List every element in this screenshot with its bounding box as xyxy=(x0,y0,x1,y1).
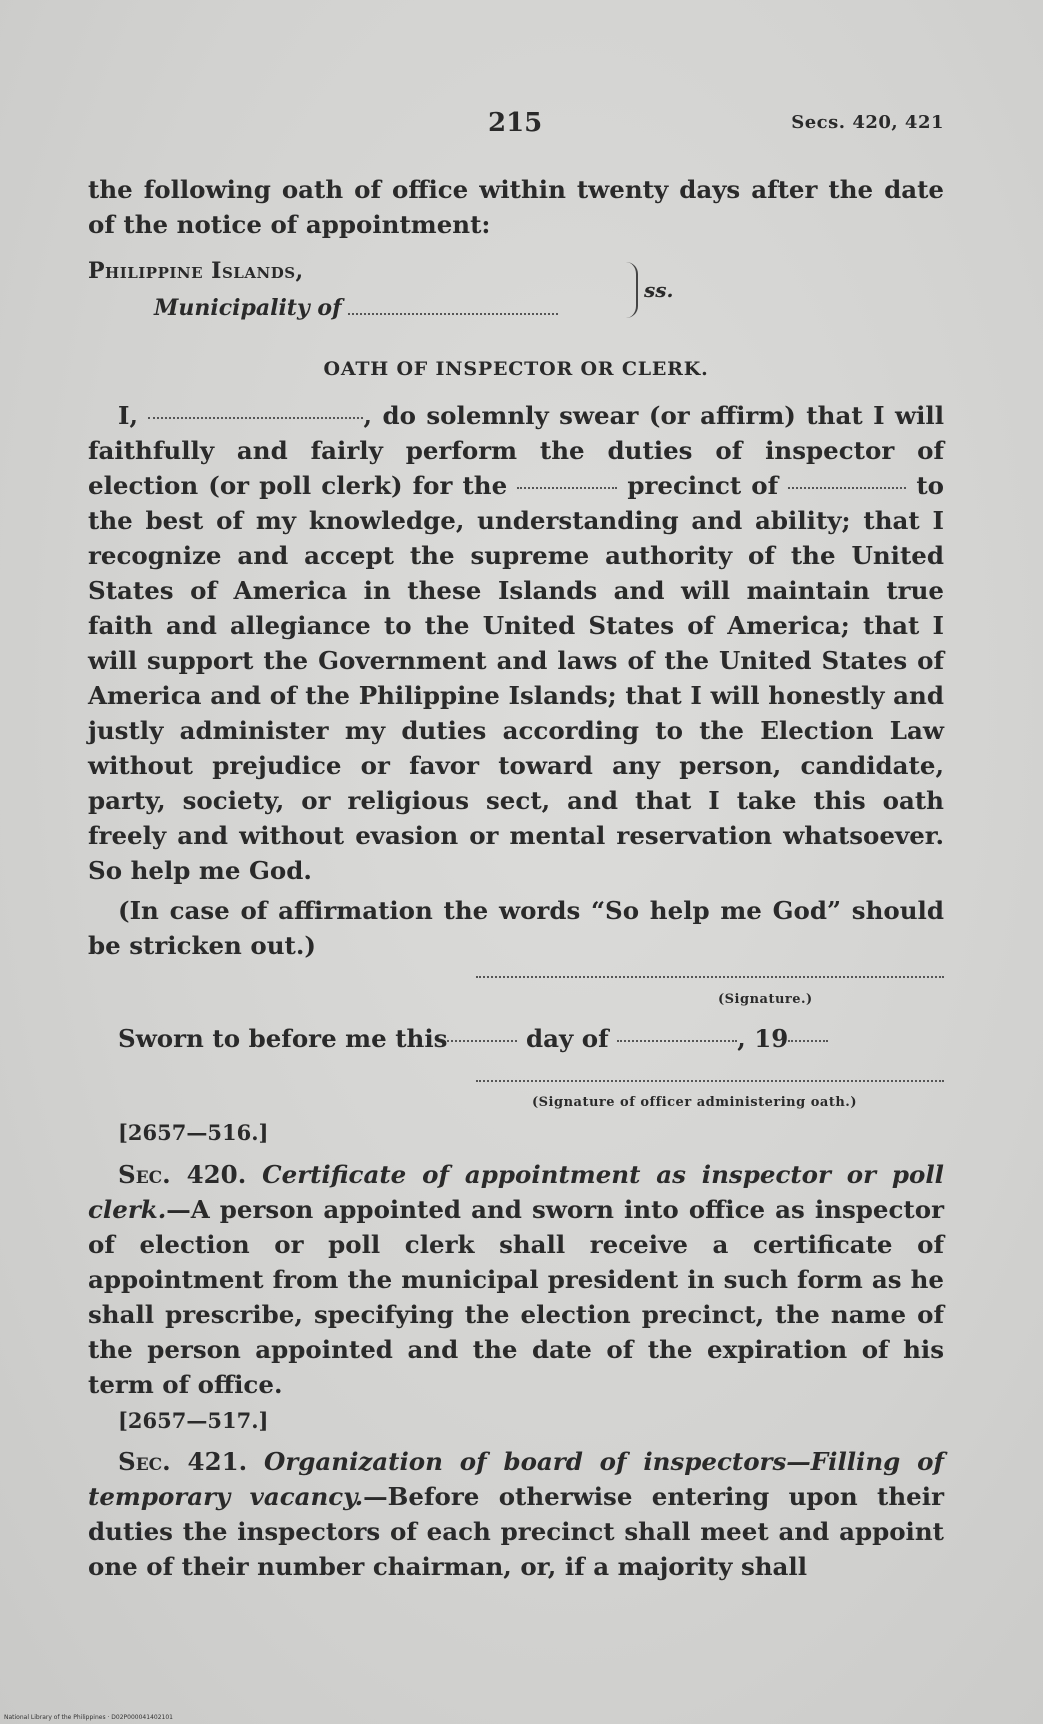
sec421-paragraph xyxy=(88,1444,944,1584)
sec421-text: —Before otherwise entering upon their duties the inspectors of each precinct shall meet and appoint one of their number chairman, or, if a majority shall xyxy=(88,1482,944,1581)
venue-municipality xyxy=(154,295,558,321)
sec420-label: Sec. 420. xyxy=(118,1160,247,1189)
sec420-paragraph xyxy=(88,1157,944,1402)
signature-caption: (Signature.) xyxy=(718,992,813,1007)
sworn-text-3: , 19 xyxy=(737,1024,789,1053)
year-blank xyxy=(788,1039,828,1042)
running-header xyxy=(88,108,944,148)
brace xyxy=(626,262,638,318)
sworn-line xyxy=(118,1024,944,1053)
intro-paragraph: the following oath of office within twenty days after the date of the notice of appointment: xyxy=(88,175,944,239)
oath-text-4: to the best of my knowledge, understanding and ability; that I recognize and accept the supreme authority of the United States of America in these Islands and will maintain true faith and allegiance to the United States of America; that I will support the Government and laws of the United States of America and of the Philippine Islands; that I will honestly and justly administer my duties according to the Election Law without prejudice or favor toward any person, candidate, party, society, or religious sect, and that I take this oath freely and without evasion or mental reservation whatsoever. So help me God. xyxy=(88,471,944,885)
sec421-citation: [2657—517.] xyxy=(118,1408,269,1433)
signature-line xyxy=(476,976,944,979)
venue-ss: ss. xyxy=(644,278,674,302)
sec420-citation: [2657—516.] xyxy=(118,1120,269,1145)
page-number: 215 xyxy=(488,108,543,138)
sworn-text-2: day of xyxy=(526,1024,609,1053)
affirmation-note: (In case of affirmation the words “So help me God” should be stricken out.) xyxy=(88,896,944,960)
name-blank xyxy=(148,416,363,419)
oath-text-1: I, xyxy=(118,401,138,430)
sec420-heading: Certificate of appointment as inspector or poll clerk. xyxy=(88,1160,944,1224)
oath-title: OATH OF INSPECTOR OR CLERK. xyxy=(323,358,709,380)
month-blank xyxy=(617,1039,737,1042)
municipality-blank xyxy=(348,312,558,315)
oath-text-3: precinct of xyxy=(627,471,779,500)
oath-paragraph xyxy=(88,398,944,888)
sec421-heading: Organization of board of inspectors—Filling of temporary vacancy. xyxy=(88,1447,945,1511)
officer-signature-line xyxy=(476,1080,944,1083)
precinct-place-blank xyxy=(788,486,906,489)
venue-country: Philippine Islands, xyxy=(88,258,304,284)
sec420-text: —A person appointed and sworn into office as inspector of election or poll clerk shall receive a certificate of appointment from the municipal president in such form as he shall prescribe, specifying the election precinct, the name of the person appointed and the date of the expiration of his term of office. xyxy=(88,1195,944,1399)
day-blank xyxy=(447,1039,517,1042)
archive-stamp: National Library of the Philippines · D02P000041402101 xyxy=(4,1714,173,1721)
venue-municipality-label: Municipality of xyxy=(154,295,342,321)
venue-block xyxy=(88,258,944,330)
sworn-text-1: Sworn to before me this xyxy=(118,1024,448,1053)
precinct-number-blank xyxy=(517,486,617,489)
section-reference: Secs. 420, 421 xyxy=(791,112,944,133)
oath-text-2: , do solemnly swear (or affirm) that I will faithfully and fairly perform the duties of inspector of election (or poll clerk) for the xyxy=(88,401,945,500)
officer-caption: (Signature of officer administering oath.) xyxy=(532,1095,857,1110)
sec421-label: Sec. 421. xyxy=(118,1447,248,1476)
